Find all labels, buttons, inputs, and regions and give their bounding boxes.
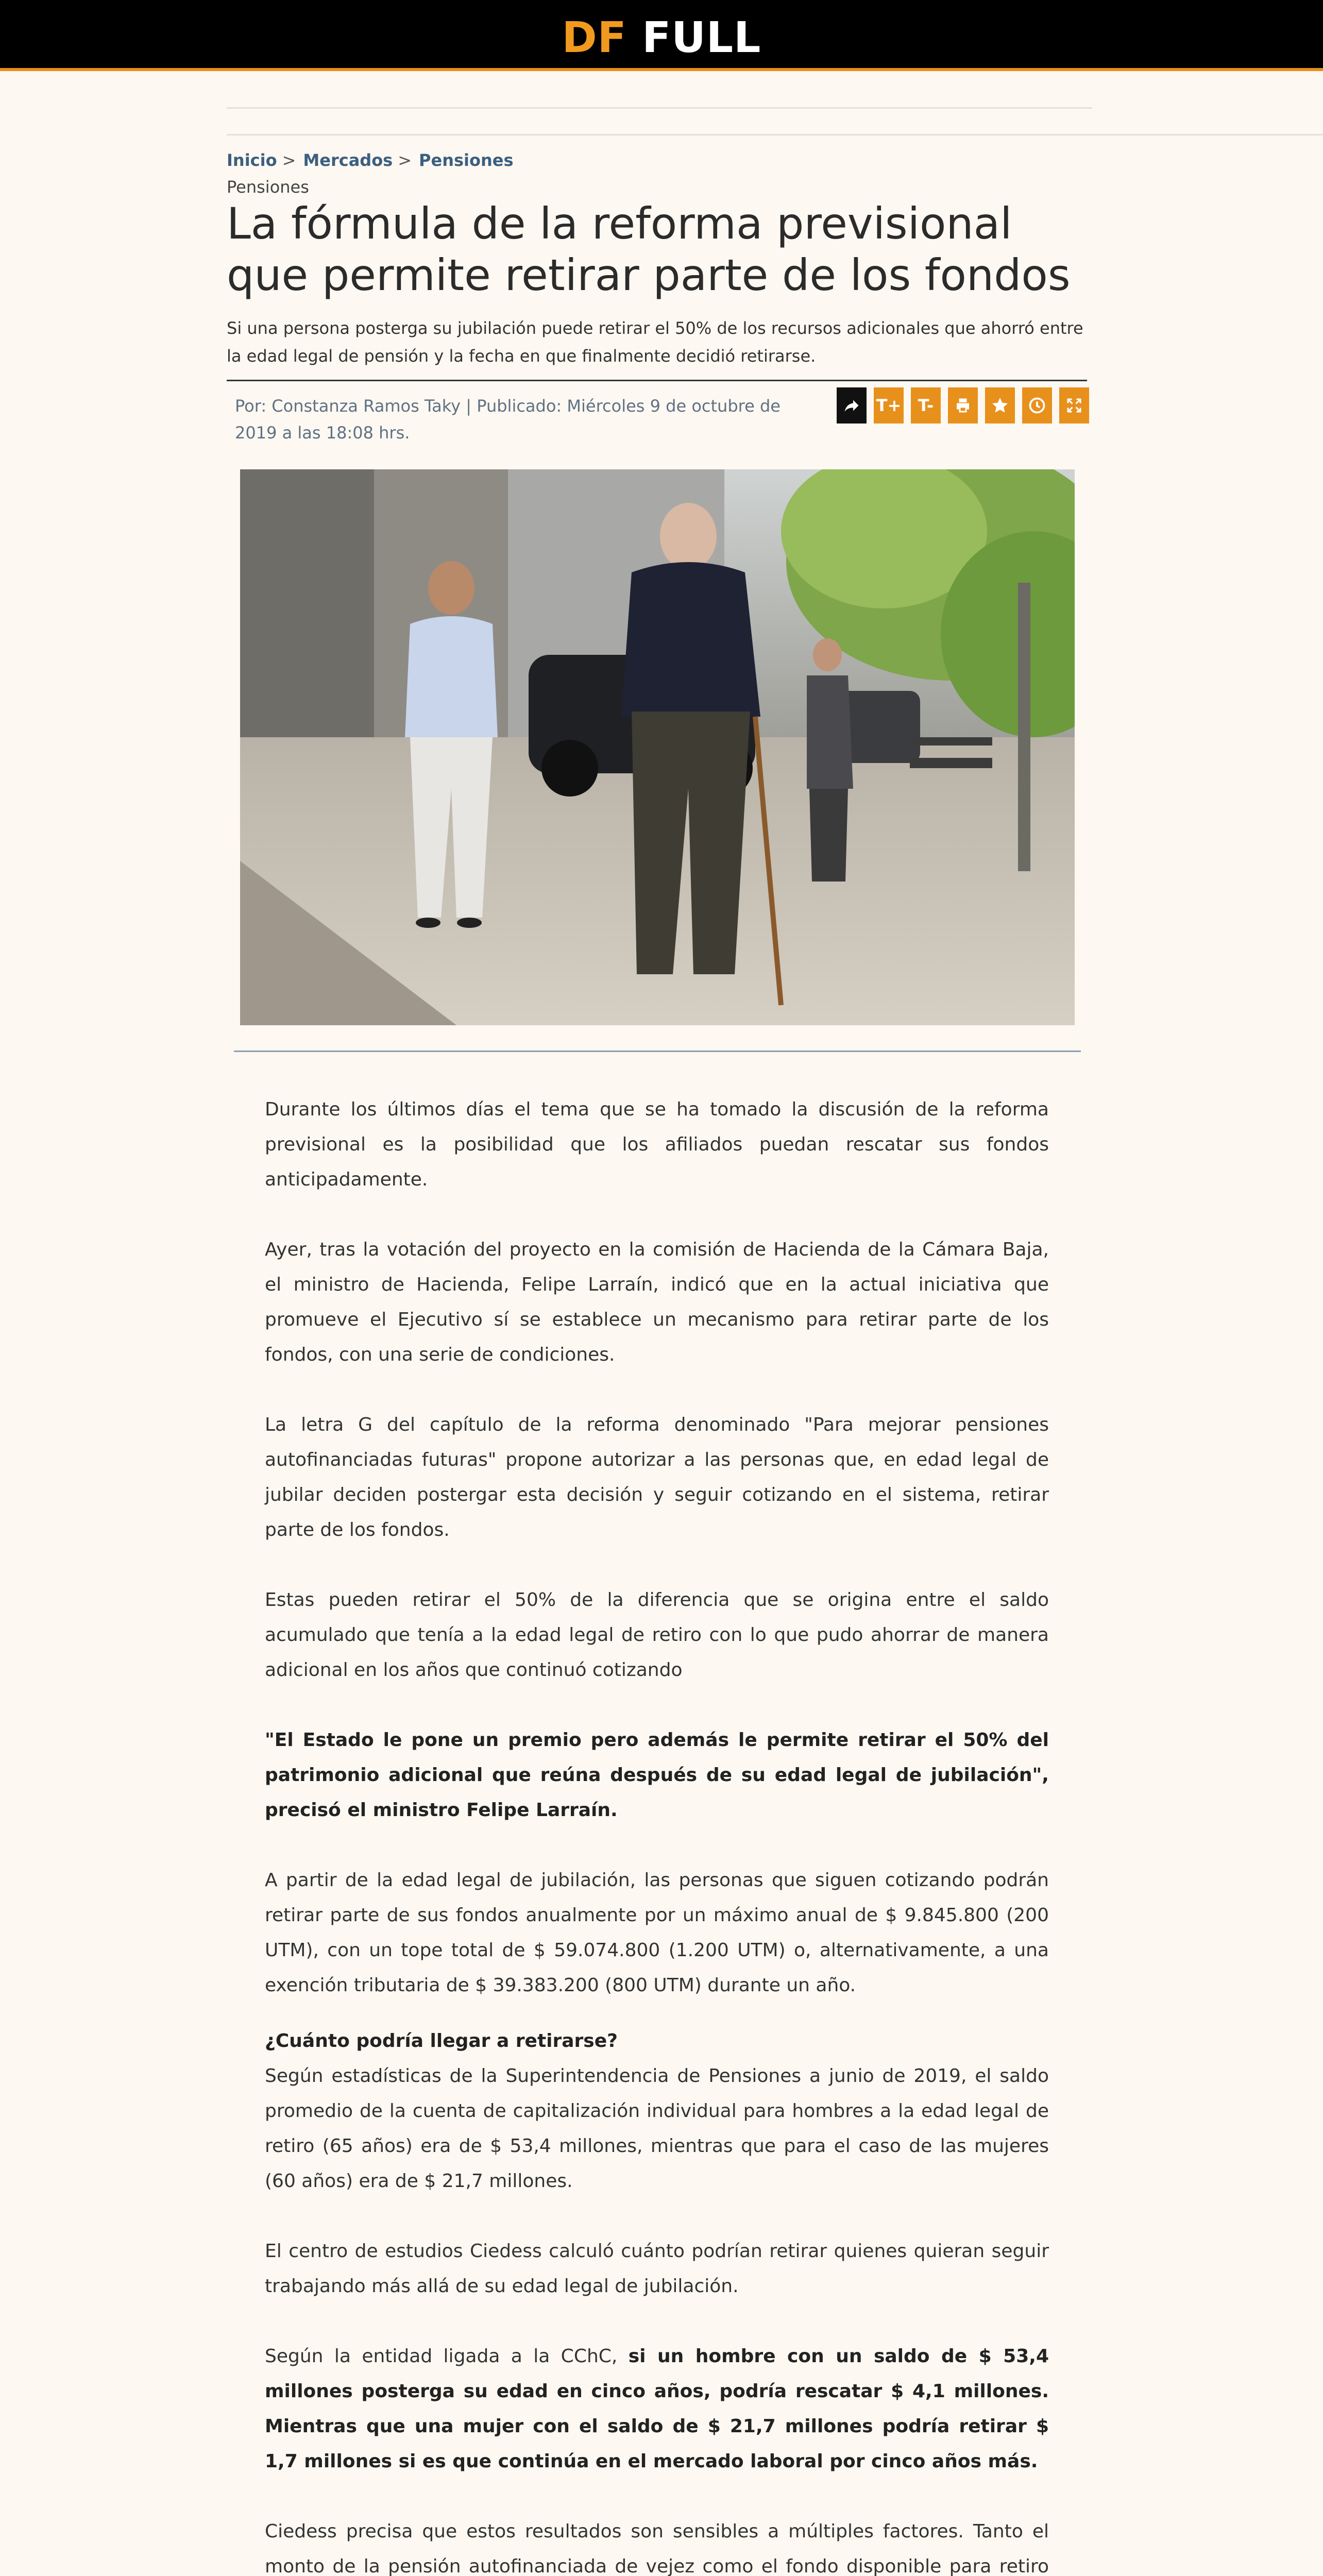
site-logo[interactable] [0, 13, 1323, 62]
subheading-retiro: ¿Cuánto podría llegar a retirarse? [265, 2030, 618, 2052]
article-paragraph: Durante los últimos días el tema que se ha tomado la discusión de la reforma previsional es la posibilidad que los afiliados puedan rescatar sus fondos anticipadamente. [265, 1099, 1049, 1190]
article-paragraph: Estas pueden retirar el 50% de la diferencia que se origina entre el saldo acumulado que tenía a la edad legal de retiro con lo que pudo ahorrar de manera adicional en los años que continuó cotizando [265, 1589, 1049, 1681]
breadcrumb-separator: > [282, 150, 296, 170]
photo-illustration [240, 469, 1075, 1025]
share-arrow-icon [842, 396, 861, 415]
breadcrumb-home[interactable]: Inicio [227, 150, 277, 170]
article-paragraph: Según estadísticas de la Superintendencia de Pensiones a junio de 2019, el saldo promedio de la cuenta de capitalización individual para hombres a la edad legal de retiro (65 años) era de $ 53,4 millones, mientras que para el caso de las mujeres (60 años) era de $ 21,7 millones. [265, 2065, 1049, 2192]
site-header [0, 0, 1323, 71]
paragraph-lead: Según la entidad ligada a la CChC, [265, 2346, 629, 2367]
history-button[interactable] [1022, 387, 1052, 423]
share-button[interactable] [837, 387, 867, 423]
quote-text: "El Estado le pone un premio pero además le permite retirar el 50% del patrimonio adicional que reúna después de su edad legal de jubilación", precisó el ministro Felipe Larraín. [265, 1730, 1049, 1821]
fullscreen-button[interactable] [1059, 387, 1089, 423]
divider [227, 134, 1323, 135]
article-quote [265, 1723, 1049, 1828]
clock-icon [1028, 396, 1046, 415]
article-paragraph: Ciedess precisa que estos resultados son sensibles a múltiples factores. Tanto el monto de la pensión autofinanciada de vejez como el fondo disponible para retiro [265, 2521, 1049, 2576]
divider [227, 107, 1092, 109]
breadcrumb [227, 150, 514, 170]
breadcrumb-mercados[interactable]: Mercados [303, 150, 393, 170]
favorite-button[interactable] [985, 387, 1015, 423]
article-paragraph: A partir de la edad legal de jubilación, las personas que siguen cotizando podrán retirar parte de sus fondos anualmente por un máximo anual de $ 9.845.800 (200 UTM), con un tope total de $ 59.074.800 (1.200 UTM) o, alternativamente, a una exención tributaria de $ 39.383.200 (800 UTM) durante un año. [265, 1870, 1049, 1996]
print-button[interactable] [948, 387, 978, 423]
logo-full: FULL [642, 13, 761, 62]
section-label: Pensiones [227, 177, 309, 197]
article-body [265, 1092, 1049, 2576]
article-dek: Si una persona posterga su jubilación puede retirar el 50% de los recursos adicionales que ahorró entre la edad legal de pensión y la fecha en que finalmente decidió retirarse. [227, 318, 1083, 366]
star-icon [991, 396, 1009, 415]
breadcrumb-separator: > [398, 150, 412, 170]
logo-df: DF [562, 13, 627, 62]
photo-divider [234, 1050, 1081, 1052]
article-byline: Por: Constanza Ramos Taky | Publicado: Miércoles 9 de octubre de 2019 a las 18:08 hrs. [235, 396, 781, 443]
article-paragraph: La letra G del capítulo de la reforma denominado "Para mejorar pensiones autofinanciadas futuras" propone autorizar a las personas que, en edad legal de jubilar deciden postergar esta decisión y seguir cotizando en el sistema, retirar parte de los fondos. [265, 1414, 1049, 1540]
print-icon [954, 396, 972, 415]
article-paragraph [265, 2339, 1049, 2479]
font-increase-button[interactable]: T+ [874, 387, 904, 423]
font-decrease-button[interactable]: T- [911, 387, 941, 423]
article-headline: La fórmula de la reforma previsional que permite retirar parte de los fondos [227, 198, 1071, 300]
paragraph-bold: si un hombre con un saldo de $ 53,4 millones posterga su edad en cinco años, podría rescatar $ 4,1 millones. Mientras que una mujer con el saldo de $ 21,7 millones podría retirar $ 1,7 millones si es que continúa en el mercado laboral por cinco años más. [265, 2346, 1049, 2472]
article-paragraph: El centro de estudios Ciedess calculó cuánto podrían retirar quienes quieran seguir trabajando más allá de su edad legal de jubilación. [265, 2241, 1049, 2297]
meta-divider [227, 380, 1087, 381]
expand-icon [1065, 396, 1083, 415]
article-toolbar [837, 387, 1089, 423]
article-paragraph: Ayer, tras la votación del proyecto en la comisión de Hacienda de la Cámara Baja, el ministro de Hacienda, Felipe Larraín, indicó que en la actual iniciativa que promueve el Ejecutivo sí se establece un mecanismo para retirar parte de los fondos, con una serie de condiciones. [265, 1239, 1049, 1365]
article-photo [240, 469, 1075, 1025]
breadcrumb-pensiones[interactable]: Pensiones [419, 150, 514, 170]
